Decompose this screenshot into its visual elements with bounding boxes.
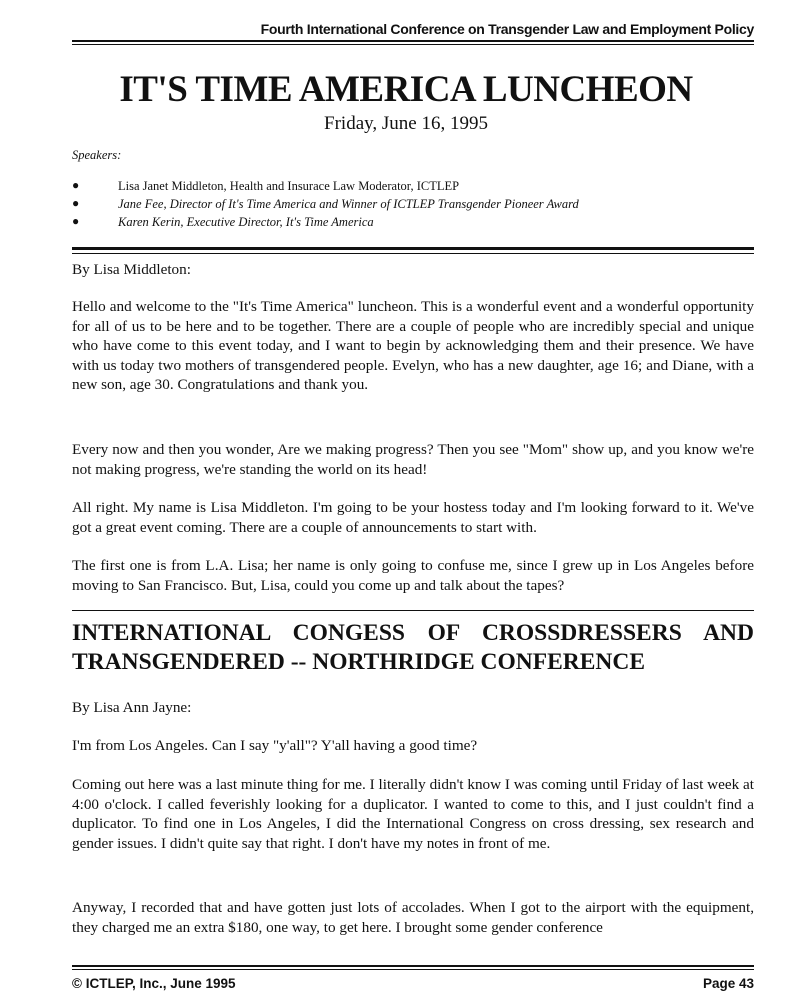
speaker-text: Karen Kerin, Executive Director, It's Time America — [118, 215, 374, 229]
speaker-list — [72, 179, 754, 233]
event-date: Friday, June 16, 1995 — [324, 113, 488, 134]
paragraph: All right. My name is Lisa Middleton. I'm going to be your hostess today and I'm looking forward to it. We've got a great event coming. There are a couple of announcements to start with. — [72, 499, 754, 536]
speaker-text: Jane Fee, Director of It's Time America and Winner of ICTLEP Transgender Pioneer Award — [118, 197, 579, 211]
section-divider — [72, 610, 754, 611]
paragraph: The first one is from L.A. Lisa; her name is only going to confuse me, since I grew up in Los Angeles before moving to San Francisco. But, Lisa, could you come up and talk about the tapes? — [72, 557, 754, 594]
speaker-text: Lisa Janet Middleton, Health and Insurace Law Moderator, ICTLEP — [118, 179, 460, 193]
paragraph: Every now and then you wonder, Are we making progress? Then you see "Mom" show up, and you know we're not making progress, we're standing the world on its head! — [72, 441, 754, 478]
byline: By Lisa Middleton: — [72, 261, 191, 278]
bullet-icon: ● — [72, 196, 80, 210]
paragraph: Coming out here was a last minute thing for me. I literally didn't know I was coming until Friday of last week at 4:00 o'clock. I called feverishly looking for a duplicator. I wanted to come to this, and I just couldn't find a duplicator. To find one in Los Angeles, I did the International Congress on cross dressing, sex research and gender issues. I didn't quite say that right. I don't have my notes in front of me. — [72, 776, 754, 852]
section-heading: INTERNATIONAL CONGESS OF CROSSDRESSERS AND TRANSGENDERED -- NORTHRIDGE CONFERENCE — [72, 620, 754, 675]
paragraph: I'm from Los Angeles. Can I say "y'all"? Y'all having a good time? — [72, 737, 478, 754]
speaker-item — [72, 197, 754, 215]
speakers-label: Speakers: — [72, 148, 122, 162]
speaker-item — [72, 179, 754, 197]
section-rule-thin — [72, 253, 754, 254]
event-title: IT'S TIME AMERICA LUNCHEON — [119, 69, 693, 110]
byline: By Lisa Ann Jayne: — [72, 699, 192, 716]
footer-rule-thin — [72, 969, 754, 970]
running-header: Fourth International Conference on Transgender Law and Employment Policy — [260, 21, 754, 37]
page-number: Page 43 — [702, 976, 754, 991]
bullet-icon: ● — [72, 214, 80, 228]
header-rule-thick — [72, 40, 754, 42]
paragraph: Hello and welcome to the "It's Time America" luncheon. This is a wonderful event and a wonderful opportunity for all of us to be here and to be together. There are a couple of people who are incredibly special and unique who have come to this event today, and I want to begin by acknowledging them and their presence. We have with us today two mothers of transgendered people. Evelyn, who has a new daughter, age 16; and Diane, with a new son, age 30. Congratulations and thank you. — [72, 298, 754, 393]
section-rule-thick — [72, 247, 754, 250]
bullet-icon: ● — [72, 178, 80, 192]
footer-copyright: © ICTLEP, Inc., June 1995 — [72, 976, 236, 991]
header-rule-thin — [72, 44, 754, 45]
paragraph: Anyway, I recorded that and have gotten just lots of accolades. When I got to the airport with the equipment, they charged me an extra $180, one way, to get here. I brought some gender conference — [72, 899, 754, 936]
footer-rule-thick — [72, 965, 754, 967]
speaker-item — [72, 215, 754, 233]
